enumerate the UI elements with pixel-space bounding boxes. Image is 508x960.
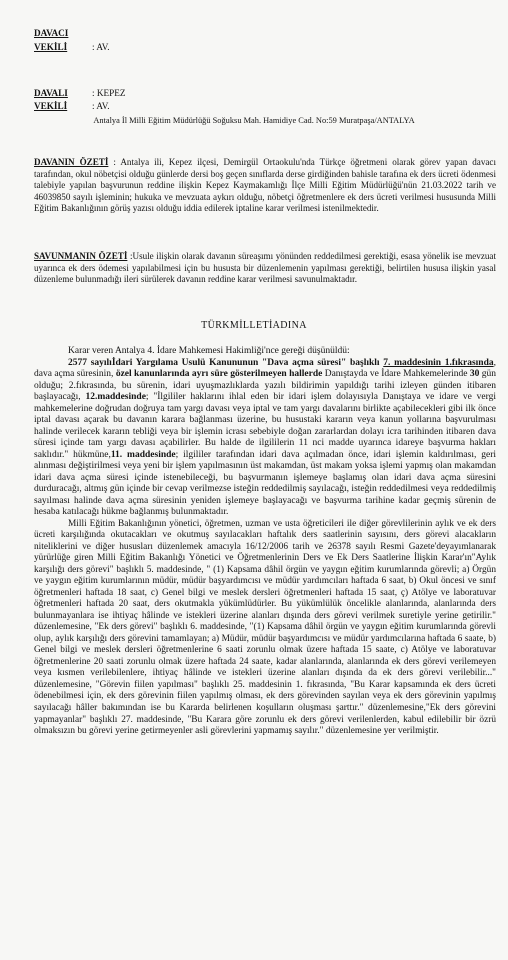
davaci-label: DAVACI <box>34 28 69 38</box>
davanin-ozeti-section <box>34 157 496 215</box>
statute-text-segment: 30 <box>469 369 480 380</box>
davaci-vekili-value: : AV. <box>92 42 110 52</box>
statute-text-segment: 11. maddesinde <box>110 449 176 460</box>
davaci-vekili-line <box>34 42 110 52</box>
statute-paragraph <box>34 358 496 519</box>
savunmanin-ozeti-text: :Usule ilişkin olarak davanın süreaşımı yönünden reddedilmesi gerektiği, esasa yönelik ise mevzuat uyarınca ek ders ödemesi yapılabilmesi için bu hususta bir düzenlemenin yapılması gerektiği, belirtilen hususa ilişkin yasal düzenleme bulunmadığı ileri sürülerek davanın reddine karar verilmesi savunulmaktadır. <box>34 251 496 285</box>
statute-text-segment: 2577 sayılıİdari Yargılama Usulü Kanununun "Dava açma süresi" başlıklı <box>68 357 384 368</box>
defendant-address: Antalya İl Milli Eğitim Müdürlüğü Soğuksu Mah. Hamidiye Cad. No:59 Muratpaşa/ANTALYA <box>93 116 415 125</box>
davali-line <box>34 88 126 98</box>
statute-text-segment: Danıştayda ve İdare Mahkemelerinde <box>322 369 470 380</box>
statute-text-segment: özel kanunlarında ayrı süre gösterilmeyen hallerde <box>115 369 323 380</box>
statute-text-segment: gün olduğu; 2.fıkrasında, bu sürenin, idari uyuşmazlıklarda yazılı bildirimin yapıldığı tarihi izleyen günden itibaren başlayacağı, <box>34 369 497 403</box>
davali-vekili-value: : AV. <box>92 101 110 111</box>
statute-text-segment: 12.maddesinde <box>85 392 146 403</box>
decision-title: TÜRKMİLLETİADINA <box>201 320 307 331</box>
davali-vekili-line <box>34 101 110 111</box>
davaci-line <box>34 28 68 38</box>
davanin-ozeti-text: : Antalya ili, Kepez ilçesi, Demirgül Ortaokulu'nda Türkçe öğretmeni olarak görev yapan davacı tarafından, okul nöbetçisi olduğu günlerde dersi boş geçen sınıflarda derse girdiğinden bahisle tarafına ek ders ücreti ödenmesi talebiyle yapılan başvurunun reddine ilişkin Kepez Kaymakamlığı İlçe Milli Eğitim Müdürlüğü'nün 21.03.2022 tarih ve 46039850 sayılı işleminin; hukuka ve mevzuata aykırı olduğu, nöbetçi öğretmenlere ek ders ücreti verilmesi hususunda Milli Eğitim Bakanlığının görüş yazısı olduğu iddia edilerek iptaline karar verilmesi istenilmektedir. <box>34 157 496 214</box>
regulation-paragraph: Milli Eğitim Bakanlığının yönetici, öğretmen, uzman ve usta öğreticileri ile diğer görevlilerinin aylık ve ek ders ücreti karşılığında okutacakları ve okutmuş sayılacakları haftalık ders saatlerinin sayısını, ders görevi alacakların niteliklerini ve diğer hususları düzenlemek amacıyla 16/12/2006 tarih ve 26378 sayılı Resmi Gazete'deyayımlanarak yürürlüğe giren Milli Eğitim Bakanlığı Yönetici ve Öğretmenlerinin Ders ve Ek Ders Saatlerine İlişkin Karar'ın"Aylık karşılığı ders görevi" başlıklı 5. maddesinde, " (1) Kapsama dâhil örgün ve yaygın eğitim kurumlarında görevli; a) Örgün ve yaygın eğitim kurumlarının müdür, müdür başyardımcısı ve müdür yardımcıları haftada 6 saat, b) Okul öncesi ve sınıf öğretmenleri haftada 18 saat, c) Genel bilgi ve meslek dersleri öğretmenleri haftada 15 saat, ç) Atölye ve laboratuvar öğretmenleri haftada 20 saat, ders okutmakla yükümlüdürler. Bu yükümlülük öncelikle alanlarında, alanlarında ders bulunmayanlara ise ihtiyaç hâlinde ve istekleri üzerine alanları dışında ders görevi verilmek suretiyle yerine getirilir." düzenlemesine, "Ek ders görevi" başlıklı 6. maddesinde, "(1) Kapsama dâhil örgün ve yaygın eğitim kurumlarında görevli olup, aylık karşılığı ders görevini tamamlayan; a) Müdür, müdür başyardımcısı ve müdür yardımcılarına haftada 6 saate, b) Genel bilgi ve meslek dersleri öğretmenlerine 6 saati zorunlu olmak üzere haftada 15 saate, c) Atölye ve laboratuvar öğretmenlerine 20 saati zorunlu olmak üzere haftada 24 saate, kadar alanlarında, alanlarında ek ders görevi verilemeyen veya kısmen verilebilenlere, ihtiyaç hâlinde ve istekleri üzerine alanları dışında da ek ders görevi verilebilir..." düzenlemesine, "Görevin fiilen yapılması" başlıklı 25. maddesinin 1. fıkrasında, "Bu Karar kapsamında ek ders ücreti ödenebilmesi için, ek ders görevinin fiilen yapılmış olması, ek ders görevinden sayılan veya ek ders görevinin yapılmış sayılacağı hâller bakımından ise bu Kararda belirlenen koşulların oluşması şarttır." düzenlemesine,"Ek ders görevini yapmayanlar" başlıklı 27. maddesinde, "Bu Karara göre zorunlu ek ders görevi verilenlerden, kabul edilebilir bir özrü olmaksızın bu görevi yerine getirmeyenler asli görevlerini yapmamış sayılır." düzenlemesine yer verilmiştir. <box>34 518 496 737</box>
davali-label: DAVALI <box>34 88 68 98</box>
decision-intro: Karar veren Antalya 4. İdare Mahkemesi Hakimliği'nce gereği düşünüldü: <box>68 346 350 356</box>
statute-text-segment: 7. maddesinin 1.fıkrasında <box>383 357 494 368</box>
statute-text-segment: , dava açma süresinin, <box>34 357 496 380</box>
davanin-ozeti-label: DAVANIN ÖZETİ <box>34 157 109 167</box>
decision-body <box>34 346 496 738</box>
davaci-vekili-label: VEKİLİ <box>34 42 68 52</box>
savunmanin-ozeti-section <box>34 251 496 286</box>
statute-text-segment: ; ilgililer tarafından idari dava açılmadan önce, idari işlemin kaldırılması, geri alınması değiştirilmesi veya yeni bir işlem yapılmasının üst makamdan, üst makam yoksa işlemi yapmış olan makamdan idari dava açma süresi içinde istenebileceği, bu başvurmanın işlemeye başlamış olan idari dava açma süresini durduracağı, altmış gün içinde bir cevap verilmezse isteğin reddedilmiş sayılacağı, isteğin reddedilmesi veya reddedilmiş sayılması halinde dava açma süresinin yeniden işlemeye başlayacağı ve başvurma tarihine kadar geçmiş sürenin de hesaba katılacağı hükme bağlanmış bulunmaktadır. <box>34 449 496 518</box>
davali-value: : KEPEZ <box>92 88 126 98</box>
davali-vekili-label: VEKİLİ <box>34 101 68 111</box>
savunmanin-ozeti-label: SAVUNMANIN ÖZETİ <box>34 251 128 261</box>
statute-text-segment: ; "İlgililer haklarını ihlal eden bir idari işlem dolayısıyla Danıştaya ve idare ve vergi mahkemelerine doğrudan doğruya tam yargı davası veya iptal ve tam yargı davalarını birlikte açabilecekleri gibi ilk önce iptal davası açarak bu davanın karara bağlanması üzerine, bu husustaki kararın veya kanun yollarına başvurulması halinde verilecek kararın tebliği veya bir işlemin icrası sebebiyle doğan zararlardan dolayı icra tarihinden itibaren dava süresi içinde tam yargı davası açabilirler. Bu halde de ilgililerin 11 nci madde uyarınca idareye başvurma hakları saklıdır." hükmüne, <box>34 392 497 460</box>
